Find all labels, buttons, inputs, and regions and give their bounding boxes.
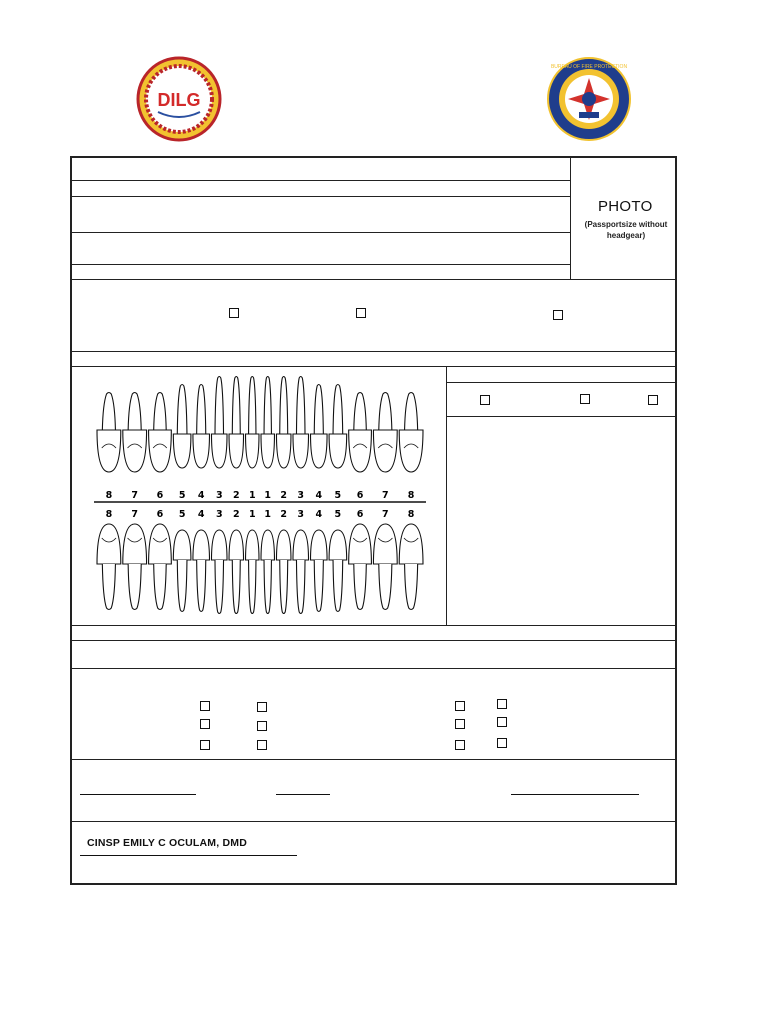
grid-checkbox-3c[interactable] xyxy=(455,740,465,750)
lower-tooth-5 xyxy=(193,530,210,612)
lower-tooth-number: 1 xyxy=(264,509,272,520)
lower-tooth-number: 5 xyxy=(178,509,186,520)
lower-tooth-number: 7 xyxy=(131,509,138,520)
signature-line-2[interactable] xyxy=(276,794,330,795)
signature-line-1[interactable] xyxy=(80,794,196,795)
section-line xyxy=(71,640,677,641)
section-line xyxy=(71,279,677,280)
lower-tooth-16 xyxy=(399,524,423,610)
lower-tooth-number: 2 xyxy=(280,509,288,520)
section-line xyxy=(71,668,677,669)
photo-title: PHOTO xyxy=(598,198,653,215)
photo-divider xyxy=(570,157,571,279)
lower-tooth-4 xyxy=(173,530,191,612)
lower-tooth-number: 5 xyxy=(334,509,342,520)
upper-tooth-number: 5 xyxy=(178,490,186,501)
upper-tooth-14 xyxy=(349,393,372,473)
upper-tooth-10 xyxy=(276,377,291,469)
upper-tooth-number: 3 xyxy=(215,490,223,501)
grid-checkbox-2d[interactable] xyxy=(497,717,507,727)
lower-tooth-number: 2 xyxy=(232,509,240,520)
lower-tooth-number: 3 xyxy=(297,509,305,520)
signature-line-3[interactable] xyxy=(511,794,639,795)
grid-checkbox-1c[interactable] xyxy=(455,701,465,711)
bfp-text: BUREAU OF FIRE PROTECTION xyxy=(550,64,628,70)
lower-tooth-11 xyxy=(293,530,309,614)
lower-tooth-14 xyxy=(349,524,372,610)
lower-tooth-number: 3 xyxy=(215,509,223,520)
lower-tooth-number: 1 xyxy=(248,509,256,520)
upper-tooth-number: 5 xyxy=(334,490,342,501)
upper-tooth-5 xyxy=(193,385,210,469)
upper-tooth-number: 3 xyxy=(297,490,305,501)
dentist-signature-line[interactable] xyxy=(80,855,297,856)
upper-tooth-9 xyxy=(261,377,274,469)
chart-checkbox-1[interactable] xyxy=(480,395,490,405)
upper-tooth-number: 7 xyxy=(382,490,389,501)
lower-tooth-7 xyxy=(229,530,244,614)
row-line xyxy=(71,232,570,233)
row-line xyxy=(446,382,677,383)
grid-checkbox-2b[interactable] xyxy=(257,721,267,731)
photo-note-line1: (Passportsize without xyxy=(584,220,668,229)
grid-checkbox-1a[interactable] xyxy=(200,701,210,711)
photo-note xyxy=(576,219,676,241)
upper-tooth-number: 8 xyxy=(105,490,113,501)
upper-tooth-2 xyxy=(123,393,147,473)
dilg-text: DILG xyxy=(157,90,201,110)
upper-tooth-16 xyxy=(399,393,423,473)
upper-tooth-number: 2 xyxy=(232,490,240,501)
grid-checkbox-3a[interactable] xyxy=(200,740,210,750)
status-checkbox-2[interactable] xyxy=(356,308,366,318)
grid-checkbox-3d[interactable] xyxy=(497,738,507,748)
upper-tooth-number: 1 xyxy=(248,490,256,501)
lower-tooth-3 xyxy=(149,524,172,610)
grid-checkbox-1b[interactable] xyxy=(257,702,267,712)
lower-tooth-numbers xyxy=(106,509,415,520)
lower-tooth-number: 8 xyxy=(105,509,113,520)
upper-tooth-number: 1 xyxy=(264,490,272,501)
lower-tooth-9 xyxy=(261,530,274,614)
grid-checkbox-3b[interactable] xyxy=(257,740,267,750)
upper-tooth-number: 6 xyxy=(356,490,364,501)
row-line xyxy=(71,196,570,197)
upper-tooth-number: 8 xyxy=(407,490,415,501)
chart-checkbox-2[interactable] xyxy=(580,394,590,404)
lower-tooth-number: 4 xyxy=(315,509,323,520)
lower-tooth-number: 6 xyxy=(356,509,364,520)
row-line xyxy=(71,264,570,265)
upper-tooth-4 xyxy=(173,385,191,469)
lower-tooth-number: 6 xyxy=(156,509,164,520)
status-checkbox-1[interactable] xyxy=(229,308,239,318)
upper-tooth-number: 7 xyxy=(131,490,138,501)
lower-tooth-number: 8 xyxy=(407,509,415,520)
section-line xyxy=(71,759,677,760)
upper-tooth-number: 6 xyxy=(156,490,164,501)
dilg-seal xyxy=(136,56,222,142)
lower-tooth-10 xyxy=(276,530,291,614)
upper-teeth xyxy=(97,377,423,473)
upper-tooth-number: 2 xyxy=(280,490,288,501)
upper-tooth-6 xyxy=(211,377,227,469)
grid-checkbox-2c[interactable] xyxy=(455,719,465,729)
upper-tooth-3 xyxy=(149,393,172,473)
grid-checkbox-2a[interactable] xyxy=(200,719,210,729)
upper-tooth-8 xyxy=(246,377,259,469)
lower-tooth-number: 4 xyxy=(197,509,205,520)
lower-tooth-15 xyxy=(373,524,397,610)
lower-tooth-8 xyxy=(246,530,259,614)
upper-tooth-7 xyxy=(229,377,244,469)
upper-tooth-11 xyxy=(293,377,309,469)
row-line xyxy=(446,416,677,417)
lower-tooth-2 xyxy=(123,524,147,610)
row-line xyxy=(71,180,570,181)
tooth-chart-diagram xyxy=(90,372,430,617)
chart-divider xyxy=(446,366,447,625)
lower-tooth-number: 7 xyxy=(382,509,389,520)
lower-teeth xyxy=(97,524,423,614)
upper-tooth-number: 4 xyxy=(197,490,205,501)
grid-checkbox-1d[interactable] xyxy=(497,699,507,709)
lower-tooth-12 xyxy=(311,530,328,612)
section-line xyxy=(71,366,677,367)
upper-tooth-12 xyxy=(311,385,328,469)
bfp-seal xyxy=(546,56,632,142)
lower-tooth-6 xyxy=(211,530,227,614)
upper-tooth-13 xyxy=(329,385,347,469)
upper-tooth-number: 4 xyxy=(315,490,323,501)
photo-note-line2: headgear) xyxy=(606,231,646,240)
lower-tooth-13 xyxy=(329,530,347,612)
upper-tooth-numbers xyxy=(106,490,415,501)
dentist-name: CINSP EMILY C OCULAM, DMD xyxy=(87,837,247,849)
section-line xyxy=(71,821,677,822)
chart-checkbox-3[interactable] xyxy=(648,395,658,405)
lower-tooth-1 xyxy=(97,524,121,610)
status-checkbox-3[interactable] xyxy=(553,310,563,320)
upper-tooth-1 xyxy=(97,393,121,473)
upper-tooth-15 xyxy=(373,393,397,473)
section-line xyxy=(71,351,677,352)
section-line xyxy=(71,625,677,626)
